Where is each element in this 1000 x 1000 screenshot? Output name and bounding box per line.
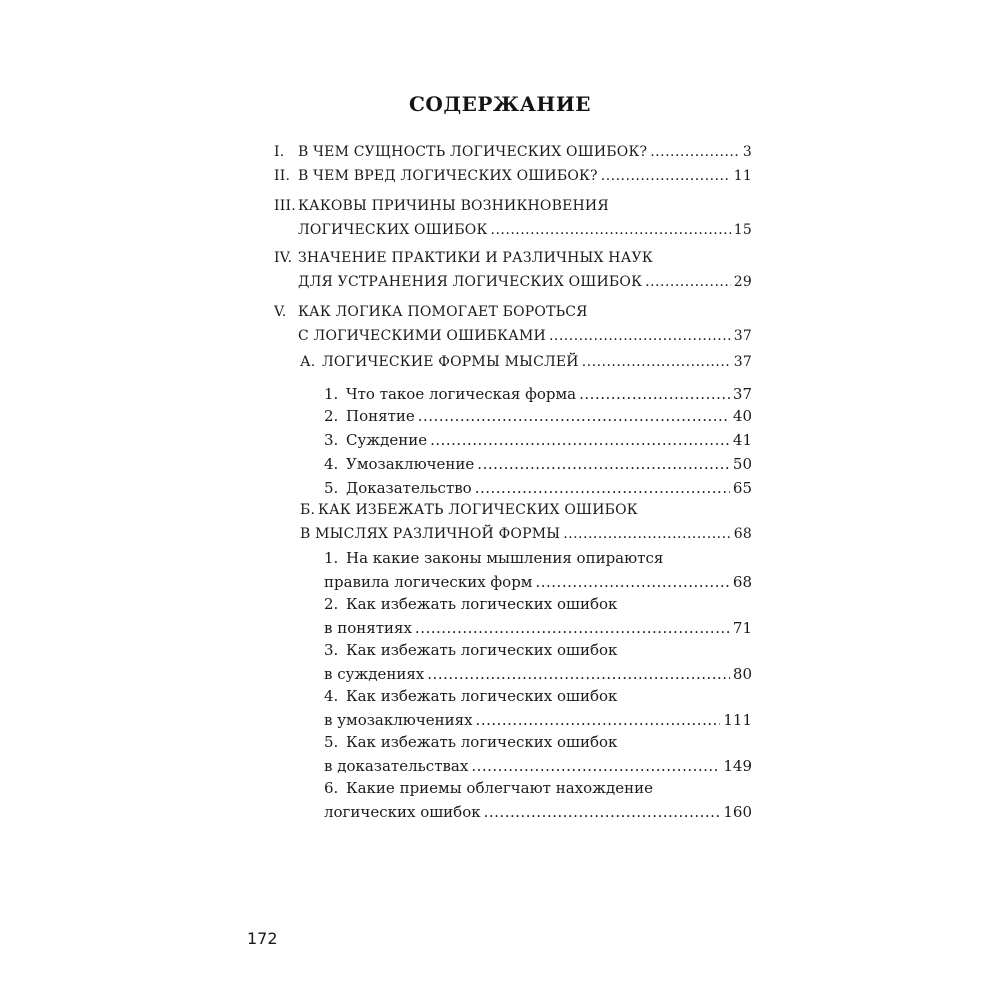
toc-entry-page: 68 [732, 573, 752, 591]
toc-entry-title-continued: в доказательствах [324, 757, 469, 775]
toc-entry-title: Как избежать логических ошибок [346, 733, 618, 751]
toc-line [324, 662, 752, 686]
dot-leader [427, 662, 730, 686]
toc-entry [324, 730, 752, 775]
toc-entry-title: Умозаключение [346, 455, 475, 473]
toc-entry-title: КАК ЛОГИКА ПОМОГАЕТ БОРОТЬСЯ [298, 304, 588, 320]
toc-entry-number: 4. [324, 455, 339, 473]
dot-leader [476, 708, 721, 732]
toc-line [274, 270, 752, 294]
toc-entry-number: I. [274, 144, 285, 160]
toc-entry [300, 498, 752, 542]
toc-line [324, 476, 752, 500]
toc-line [300, 350, 752, 374]
toc-entry-number: Б. [300, 502, 316, 518]
toc-line [324, 452, 752, 476]
toc-entry-number: 2. [324, 407, 339, 425]
toc-entry-page: 37 [733, 328, 752, 344]
toc-entry-title: Доказательство [346, 479, 472, 497]
toc-line [274, 324, 752, 348]
toc-entry [324, 452, 752, 476]
toc-line [324, 404, 752, 428]
dot-leader [549, 324, 731, 348]
toc-entry [324, 592, 752, 637]
toc-entry-title: В ЧЕМ ВРЕД ЛОГИЧЕСКИХ ОШИБОК? [298, 168, 598, 184]
toc-entry-page: 160 [723, 803, 752, 821]
dot-leader [535, 570, 729, 594]
toc-line [274, 300, 752, 324]
toc-entry-title: На какие законы мышления опираются [346, 549, 664, 567]
toc-entry-number: 5. [324, 479, 339, 497]
toc-entry-page: 15 [733, 222, 752, 238]
toc-entry [274, 140, 752, 164]
toc-line [300, 522, 752, 546]
toc-entry-title-continued: в понятиях [324, 619, 412, 637]
toc-entry-title-continued: в суждениях [324, 665, 425, 683]
dot-leader [650, 140, 740, 164]
toc-entry [324, 684, 752, 729]
toc-entry-number: 3. [324, 641, 339, 659]
dot-leader [415, 616, 730, 640]
toc-line [274, 194, 752, 218]
toc-line [324, 570, 752, 594]
toc-entry-number: II. [274, 168, 291, 184]
toc-entry-title-continued: В МЫСЛЯХ РАЗЛИЧНОЙ ФОРМЫ [300, 526, 561, 542]
toc-entry-page: 40 [732, 407, 752, 425]
toc-entry-title: КАК ИЗБЕЖАТЬ ЛОГИЧЕСКИХ ОШИБОК [318, 502, 638, 518]
toc-entry-number: А. [300, 354, 316, 370]
toc-line [324, 638, 752, 662]
toc-line [274, 164, 752, 188]
toc-entry [324, 546, 752, 591]
toc-line [324, 382, 752, 406]
toc-line [274, 246, 752, 270]
toc-entry-number: V. [274, 304, 287, 320]
toc-entry-title: Что такое логическая форма [346, 385, 577, 403]
toc-entry-page: 29 [733, 274, 752, 290]
toc-line [274, 140, 752, 164]
toc-entry-title: Как избежать логических ошибок [346, 641, 618, 659]
toc-entry-title-continued: логических ошибок [324, 803, 481, 821]
toc-entry [274, 300, 752, 344]
toc-entry [324, 404, 752, 428]
toc-entry-page: 71 [732, 619, 752, 637]
toc-entry-title-continued: ДЛЯ УСТРАНЕНИЯ ЛОГИЧЕСКИХ ОШИБОК [298, 274, 643, 290]
toc-entry [300, 350, 752, 374]
dot-leader [475, 476, 730, 500]
toc-line [274, 218, 752, 242]
toc-entry-page: 37 [733, 354, 752, 370]
dot-leader [645, 270, 731, 294]
toc-line [324, 684, 752, 708]
toc-line [324, 730, 752, 754]
toc-entry-number: IV. [274, 250, 293, 266]
dot-leader [582, 350, 731, 374]
toc-entry-title: КАКОВЫ ПРИЧИНЫ ВОЗНИКНОВЕНИЯ [298, 198, 609, 214]
dot-leader [418, 404, 730, 428]
toc-entry-number: 1. [324, 549, 339, 567]
toc-entry-title: Суждение [346, 431, 428, 449]
dot-leader [601, 164, 731, 188]
toc-line [324, 776, 752, 800]
toc-entry-page: 68 [733, 526, 752, 542]
toc-entry-page: 41 [732, 431, 752, 449]
toc-line [300, 498, 752, 522]
toc-entry-number: 5. [324, 733, 339, 751]
toc-entry [274, 164, 752, 188]
dot-leader [491, 218, 731, 242]
toc-entry [324, 776, 752, 821]
dot-leader [484, 800, 721, 824]
toc-entry [274, 246, 752, 290]
dot-leader [579, 382, 730, 406]
toc-entry-title: В ЧЕМ СУЩНОСТЬ ЛОГИЧЕСКИХ ОШИБОК? [298, 144, 648, 160]
dot-leader [471, 754, 720, 778]
toc-entry-page: 3 [742, 144, 752, 160]
toc-entry-number: 6. [324, 779, 339, 797]
toc-entry [274, 194, 752, 238]
dot-leader [563, 522, 731, 546]
toc-entry-page: 11 [733, 168, 752, 184]
toc-entry-title-continued: правила логических форм [324, 573, 533, 591]
toc-entry [324, 476, 752, 500]
toc-line [324, 708, 752, 732]
dot-leader [430, 428, 730, 452]
toc-line [324, 546, 752, 570]
page-title: СОДЕРЖАНИЕ [409, 92, 591, 116]
toc-entry-title: Как избежать логических ошибок [346, 595, 618, 613]
toc-entry-title: ЗНАЧЕНИЕ ПРАКТИКИ И РАЗЛИЧНЫХ НАУК [298, 250, 653, 266]
toc-entry-number: 1. [324, 385, 339, 403]
toc-entry-number: 2. [324, 595, 339, 613]
toc-entry-page: 111 [723, 711, 752, 729]
toc-entry-number: III. [274, 198, 296, 214]
toc-entry [324, 428, 752, 452]
toc-entry-page: 65 [732, 479, 752, 497]
toc-entry-title: Понятие [346, 407, 415, 425]
toc-line [324, 428, 752, 452]
toc-entry [324, 382, 752, 406]
page-number: 172 [247, 929, 278, 948]
toc-line [324, 754, 752, 778]
dot-leader [477, 452, 730, 476]
toc-entry-page: 37 [732, 385, 752, 403]
toc-entry-title-continued: в умозаключениях [324, 711, 473, 729]
toc-entry-page: 50 [732, 455, 752, 473]
toc-entry-page: 149 [723, 757, 752, 775]
toc-entry-number: 3. [324, 431, 339, 449]
toc-entry-title-continued: С ЛОГИЧЕСКИМИ ОШИБКАМИ [298, 328, 546, 344]
toc-line [324, 592, 752, 616]
toc-entry-number: 4. [324, 687, 339, 705]
toc-entry-title: ЛОГИЧЕСКИЕ ФОРМЫ МЫСЛЕЙ [322, 354, 579, 370]
toc-entry-title-continued: ЛОГИЧЕСКИХ ОШИБОК [298, 222, 488, 238]
toc-entry-page: 80 [732, 665, 752, 683]
toc-line [324, 800, 752, 824]
toc-entry [324, 638, 752, 683]
toc-entry-title: Как избежать логических ошибок [346, 687, 618, 705]
toc-entry-title: Какие приемы облегчают нахождение [346, 779, 653, 797]
toc-line [324, 616, 752, 640]
